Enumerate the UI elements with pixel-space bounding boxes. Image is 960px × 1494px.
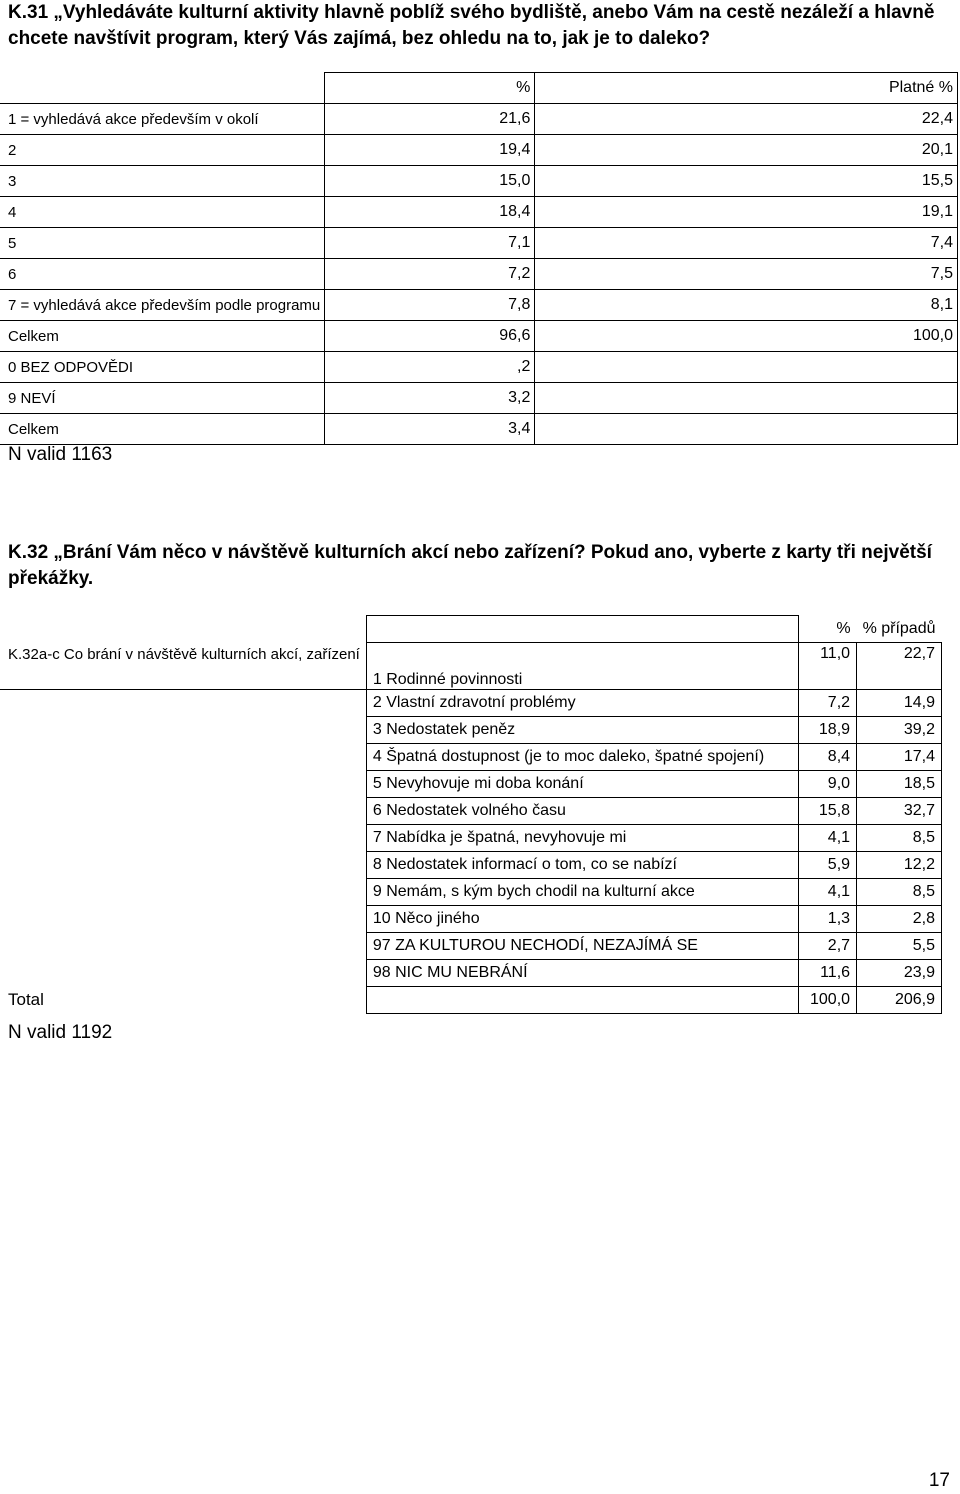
question-k32-title: K.32 „Brání Vám něco v návštěvě kulturních akcí nebo zařízení? Pokud ano, vyberte z karty tři největší překážky. — [8, 542, 932, 589]
table-row — [0, 879, 942, 906]
row-valid-pct — [535, 414, 958, 445]
row-cases-pct: 5,5 — [857, 933, 942, 960]
row-blank — [0, 852, 366, 879]
row-label: 4 — [0, 197, 325, 228]
table-row — [0, 933, 942, 960]
table-row — [0, 771, 942, 798]
header-blank — [0, 73, 325, 104]
table-k31 — [0, 72, 958, 445]
header-valid-pct: Platné % — [535, 73, 958, 104]
header-pct: % — [325, 73, 535, 104]
row-pct: 4,1 — [798, 825, 856, 852]
row-cases-pct: 8,5 — [857, 879, 942, 906]
header-pct: % — [836, 619, 851, 637]
row-label: 98 NIC MU NEBRÁNÍ — [366, 960, 798, 987]
row-valid-pct — [535, 352, 958, 383]
row-cases-pct: 23,9 — [857, 960, 942, 987]
page-number: 17 — [928, 1470, 950, 1491]
row-blank — [0, 960, 366, 987]
header-cases-pct: % případů — [862, 619, 936, 637]
row-cases-pct: 18,5 — [857, 771, 942, 798]
row-pct: 2,7 — [798, 933, 856, 960]
row-valid-pct: 100,0 — [535, 321, 958, 352]
row-pct: 7,8 — [325, 290, 535, 321]
row-blank — [0, 906, 366, 933]
header-blank-item — [366, 616, 798, 643]
row-valid-pct: 19,1 — [535, 197, 958, 228]
row-label: 6 Nedostatek volného času — [366, 798, 798, 825]
table-row — [0, 798, 942, 825]
row-label: Celkem — [0, 414, 325, 445]
row-valid-pct: 7,4 — [535, 228, 958, 259]
row-cases-pct: 2,8 — [857, 906, 942, 933]
row-pct: 4,1 — [798, 879, 856, 906]
n-valid-k31: N valid 1163 — [8, 444, 113, 465]
row-label: 3 Nedostatek peněz — [366, 717, 798, 744]
row-valid-pct: 8,1 — [535, 290, 958, 321]
row-label: 97 ZA KULTUROU NECHODÍ, NEZAJÍMÁ SE — [366, 933, 798, 960]
table-row — [0, 135, 958, 166]
table-row — [0, 383, 958, 414]
row-label: 7 = vyhledává akce především podle programu — [0, 290, 325, 321]
table-row — [0, 690, 942, 717]
table-row — [0, 197, 958, 228]
row-pct: 7,2 — [798, 690, 856, 717]
row-blank — [0, 798, 366, 825]
table-row — [0, 321, 958, 352]
row-blank — [0, 825, 366, 852]
header-blank — [0, 616, 366, 643]
table-k32 — [0, 615, 942, 1014]
row-pct: 3,4 — [325, 414, 535, 445]
table-header-row — [0, 73, 958, 104]
row-pct: ,2 — [325, 352, 535, 383]
row-valid-pct: 20,1 — [535, 135, 958, 166]
table-row — [0, 166, 958, 197]
table-row — [0, 744, 942, 771]
total-pct: 100,0 — [798, 987, 856, 1014]
row-blank — [0, 690, 366, 717]
row-label: 6 — [0, 259, 325, 290]
table-row — [0, 643, 942, 690]
row-pct: 18,9 — [798, 717, 856, 744]
row-pct: 15,0 — [325, 166, 535, 197]
table-row — [0, 825, 942, 852]
row-cases-pct: 17,4 — [857, 744, 942, 771]
row-valid-pct: 7,5 — [535, 259, 958, 290]
table-row — [0, 852, 942, 879]
row-pct: 5,9 — [798, 852, 856, 879]
row-cases-pct: 32,7 — [857, 798, 942, 825]
total-label: Total — [0, 987, 366, 1014]
row-label: 4 Špatná dostupnost (je to moc daleko, špatné spojení) — [366, 744, 798, 771]
row-label: 1 Rodinné povinnosti — [366, 643, 798, 690]
row-label: 0 BEZ ODPOVĚDI — [0, 352, 325, 383]
row-label: 5 Nevyhovuje mi doba konání — [366, 771, 798, 798]
row-label: 3 — [0, 166, 325, 197]
table-row — [0, 717, 942, 744]
row-pct: 96,6 — [325, 321, 535, 352]
row-valid-pct: 15,5 — [535, 166, 958, 197]
row-valid-pct: 22,4 — [535, 104, 958, 135]
row-blank — [0, 771, 366, 798]
table-row — [0, 960, 942, 987]
row-pct: 19,4 — [325, 135, 535, 166]
row-cases-pct: 39,2 — [857, 717, 942, 744]
row-label: 9 NEVÍ — [0, 383, 325, 414]
table-row — [0, 290, 958, 321]
table-total-row — [0, 987, 942, 1014]
row-label: Celkem — [0, 321, 325, 352]
question-k31-title: K.31 „Vyhledáváte kulturní aktivity hlavně poblíž svého bydliště, anebo Vám na cestě nezáleží a hlavně chcete navštívit program, který Vás zajímá, bez ohledu na to, jak je to daleko? — [8, 2, 935, 49]
table-row — [0, 259, 958, 290]
row-pct: 7,2 — [325, 259, 535, 290]
row-pct: 8,4 — [798, 744, 856, 771]
row-label: 5 — [0, 228, 325, 259]
row-pct: 18,4 — [325, 197, 535, 228]
row-blank — [0, 933, 366, 960]
table-row — [0, 414, 958, 445]
row-valid-pct — [535, 383, 958, 414]
total-blank — [366, 987, 798, 1014]
row-pct: 7,1 — [325, 228, 535, 259]
row-cases-pct: 8,5 — [857, 825, 942, 852]
row-cases-pct: 12,2 — [857, 852, 942, 879]
row-pct: 11,6 — [798, 960, 856, 987]
row-pct: 9,0 — [798, 771, 856, 798]
n-valid-k32: N valid 1192 — [8, 1022, 113, 1043]
row-pct: 3,2 — [325, 383, 535, 414]
row-cases-pct: 14,9 — [857, 690, 942, 717]
table-row — [0, 352, 958, 383]
row-pct: 11,0 — [798, 643, 856, 690]
row-pct: 15,8 — [798, 798, 856, 825]
row-label: 2 Vlastní zdravotní problémy — [366, 690, 798, 717]
row-group-label: K.32a-c Co brání v návštěvě kulturních akcí, zařízení — [0, 643, 366, 690]
row-label: 2 — [0, 135, 325, 166]
row-label: 9 Nemám, s kým bych chodil na kulturní akce — [366, 879, 798, 906]
row-cases-pct: 22,7 — [857, 643, 942, 690]
table-header-row — [0, 616, 942, 643]
row-pct: 21,6 — [325, 104, 535, 135]
row-label: 10 Něco jiného — [366, 906, 798, 933]
total-cases-pct: 206,9 — [857, 987, 942, 1014]
row-blank — [0, 717, 366, 744]
row-label: 8 Nedostatek informací o tom, co se nabízí — [366, 852, 798, 879]
table-row — [0, 104, 958, 135]
table-row — [0, 228, 958, 259]
row-pct: 1,3 — [798, 906, 856, 933]
row-label: 7 Nabídka je špatná, nevyhovuje mi — [366, 825, 798, 852]
row-label: 1 = vyhledává akce především v okolí — [0, 104, 325, 135]
table-row — [0, 906, 942, 933]
row-blank — [0, 744, 366, 771]
row-blank — [0, 879, 366, 906]
